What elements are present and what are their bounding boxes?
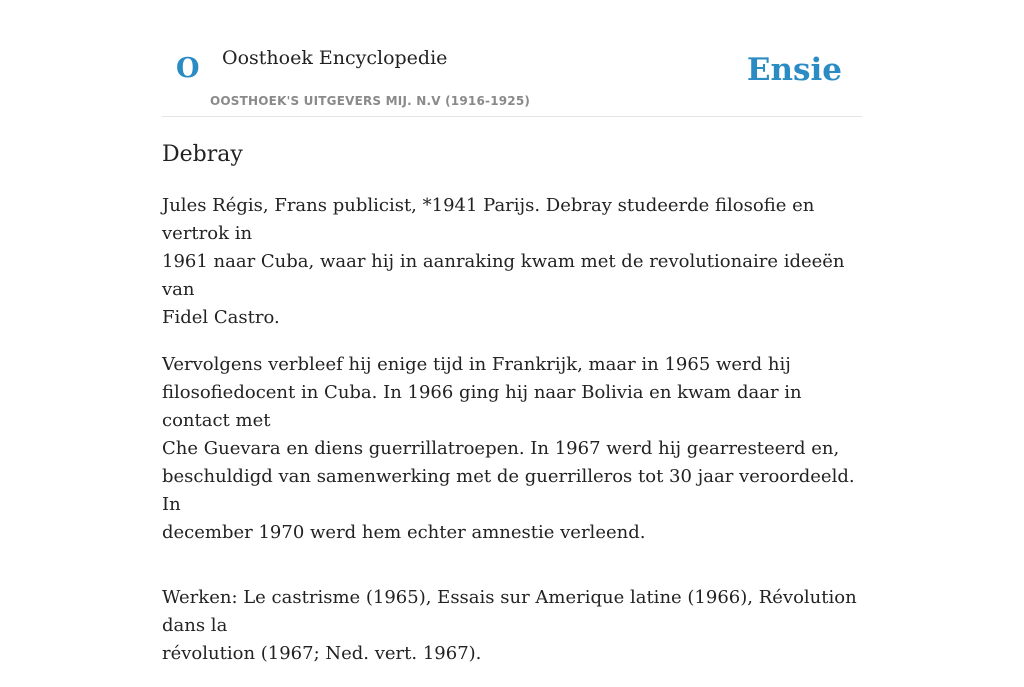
- publisher-label: OOSTHOEK'S UITGEVERS MIJ. N.V (1916-1925): [210, 94, 531, 108]
- article-body: [162, 192, 862, 687]
- source-title-link[interactable]: Oosthoek Encyclopedie: [222, 47, 448, 69]
- article-page: [162, 0, 862, 664]
- ensie-brand-link[interactable]: Ensie: [746, 52, 842, 88]
- source-header: [162, 0, 862, 117]
- article-paragraph: Jules Régis, Frans publicist, *1941 Parijs. Debray studeerde filosofie en vertrok in 1961 naar Cuba, waar hij in aanraking kwam met de revolutionaire ideeën van Fidel Castro.: [162, 195, 845, 328]
- article-works-paragraph: Werken: Le castrisme (1965), Essais sur Amerique latine (1966), Révolution dans la révolution (1967; Ned. vert. 1967).: [162, 587, 857, 664]
- article-title: Debray: [162, 142, 243, 167]
- article-paragraph: Vervolgens verbleef hij enige tijd in Frankrijk, maar in 1965 werd hij filosofiedocent in Cuba. In 1966 ging hij naar Bolivia en kwam daar in contact met Che Guevara en diens guerrillatroepen. In 1967 werd hij gearresteerd en, beschuldigd van samenwerking met de guerrilleros tot 30 jaar veroordeeld. In december 1970 werd hem echter amnestie verleend.: [162, 354, 855, 543]
- source-logo: O: [176, 53, 200, 84]
